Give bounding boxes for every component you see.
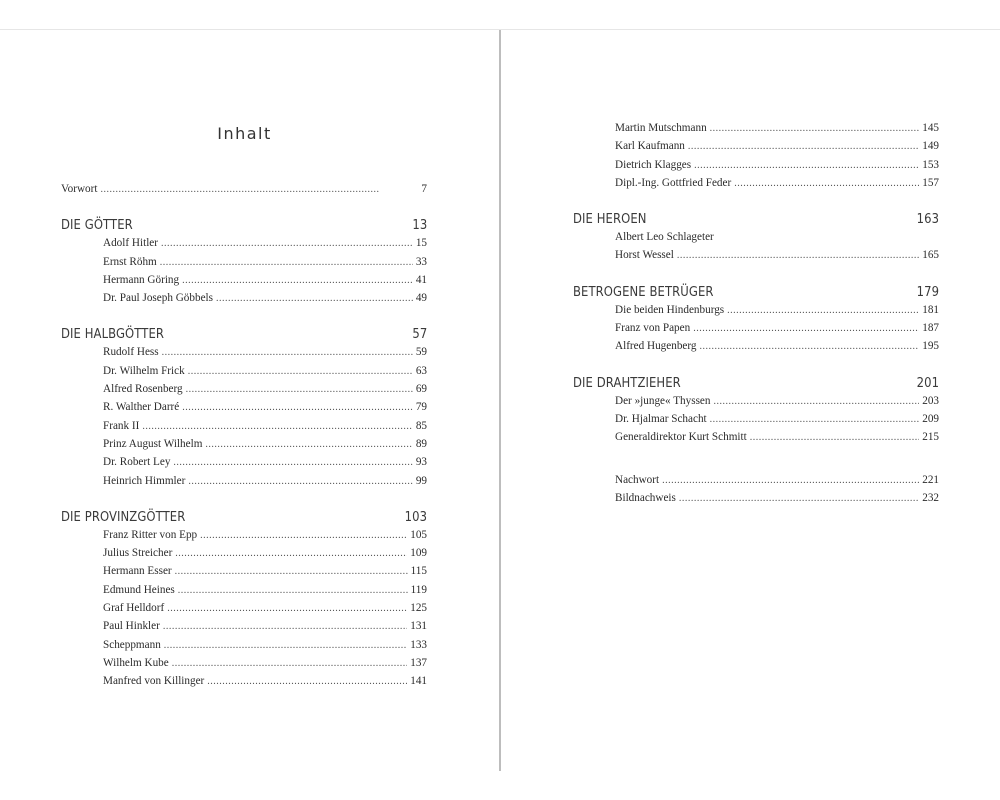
toc-entry[interactable] <box>61 292 427 310</box>
entry-label: Rudolf Hess <box>103 346 159 359</box>
entry-page: 232 <box>922 491 939 504</box>
entry-page: 115 <box>410 565 427 578</box>
leader-dots <box>142 421 412 432</box>
leader-dots <box>710 123 920 134</box>
leader-dots <box>688 141 919 152</box>
entry-page: 145 <box>922 122 939 134</box>
toc-entry[interactable] <box>61 274 427 292</box>
leader-dots <box>175 566 408 577</box>
toc-entry[interactable] <box>61 401 427 419</box>
entry-label: Franz von Papen <box>615 322 691 335</box>
toc-entry[interactable] <box>573 413 939 431</box>
entry-label: Hermann Göring <box>103 273 180 286</box>
entry-label: Edmund Heines <box>103 583 175 596</box>
leader-dots <box>677 250 919 261</box>
entry-label: Frank II <box>103 419 140 432</box>
entry-page: 85 <box>415 419 427 432</box>
section-title: DIE DRAHTZIEHER <box>573 374 681 391</box>
entry-label: Julius Streicher <box>103 547 173 560</box>
entry-page: 157 <box>922 176 939 189</box>
toc-entry[interactable] <box>573 304 939 322</box>
section-page: 179 <box>916 283 939 300</box>
section-spacer <box>573 450 939 474</box>
section-heading[interactable] <box>61 217 427 237</box>
leader-dots <box>710 414 920 425</box>
entry-label: Graf Helldorf <box>103 602 165 615</box>
leader-dots <box>188 366 413 377</box>
toc-entry-afterword[interactable] <box>573 474 939 492</box>
leader-dots <box>662 475 919 486</box>
leader-dots <box>161 238 413 249</box>
entry-page: 137 <box>410 656 427 669</box>
entry-page: 63 <box>415 364 427 377</box>
leader-dots <box>182 402 413 413</box>
leader-dots <box>172 658 407 669</box>
section-heading[interactable] <box>573 375 939 395</box>
entry-page: 125 <box>410 602 427 615</box>
leader-dots <box>679 493 919 504</box>
section-heading[interactable] <box>61 509 427 529</box>
entry-label: Manfred von Killinger <box>103 675 205 688</box>
leader-dots <box>182 275 413 286</box>
toc-entry[interactable] <box>61 639 427 657</box>
leader-dots <box>173 457 412 468</box>
section-page: 103 <box>404 508 427 525</box>
toc-entry[interactable] <box>573 159 939 177</box>
entry-label: Alfred Hugenberg <box>615 340 697 353</box>
entry-page: 93 <box>415 456 427 469</box>
toc-entry[interactable] <box>61 620 427 638</box>
leader-dots <box>164 640 407 651</box>
leader-dots <box>727 305 919 316</box>
entry-page: 33 <box>415 255 427 268</box>
entry-page: 15 <box>415 237 427 250</box>
leader-dots <box>162 347 413 358</box>
toc-entry[interactable] <box>61 657 427 675</box>
entry-page: 69 <box>415 383 427 396</box>
entry-page: 181 <box>922 303 939 316</box>
toc-heading: Inhalt <box>217 124 272 143</box>
toc-entry[interactable] <box>61 383 427 401</box>
entry-page: 119 <box>410 583 427 596</box>
entry-page: 195 <box>922 340 939 353</box>
toc-entry[interactable] <box>61 346 427 364</box>
toc-entry[interactable] <box>61 565 427 583</box>
leader-dots <box>734 178 919 189</box>
entry-page: 187 <box>922 322 939 335</box>
toc-entry[interactable] <box>61 438 427 456</box>
entry-label: Bildnachweis <box>615 491 676 504</box>
leader-dots <box>205 439 412 450</box>
toc-entry[interactable] <box>61 675 427 693</box>
entry-page: 133 <box>410 638 427 651</box>
entry-label: Prinz August Wilhelm <box>103 437 203 450</box>
toc-entry[interactable] <box>61 256 427 274</box>
leader-dots <box>163 621 407 632</box>
entry-label: Paul Hinkler <box>103 620 160 633</box>
leader-dots <box>160 257 413 268</box>
leader-dots <box>175 548 407 559</box>
entry-label: Die beiden Hindenburgs <box>615 303 725 316</box>
toc-entry[interactable] <box>573 395 939 413</box>
entry-page: 59 <box>415 346 427 359</box>
toc-entry[interactable] <box>61 237 427 255</box>
leader-dots <box>700 341 920 352</box>
entry-label: Alfred Rosenberg <box>103 383 183 396</box>
entry-label: R. Walther Darré <box>103 401 180 414</box>
toc-entry[interactable] <box>61 602 427 620</box>
section-title: BETROGENE BETRÜGER <box>573 283 714 300</box>
entry-label: Albert Leo Schlageter <box>615 231 714 244</box>
leader-dots <box>167 603 407 614</box>
toc-entry[interactable] <box>573 122 939 140</box>
entry-page: 165 <box>922 249 939 262</box>
toc-entry[interactable] <box>61 529 427 547</box>
section-heading[interactable] <box>573 284 939 304</box>
section-title: DIE HEROEN <box>573 211 647 228</box>
entry-page: 131 <box>410 620 427 633</box>
leader-dots <box>178 585 408 596</box>
entry-page: 7 <box>421 183 427 195</box>
entry-label: Dr. Hjalmar Schacht <box>615 412 707 425</box>
toc-entry-picture-credits[interactable] <box>573 492 939 510</box>
toc-entry[interactable] <box>573 177 939 195</box>
toc-entry[interactable] <box>61 456 427 474</box>
leader-dots <box>186 384 413 395</box>
toc-entry[interactable] <box>573 140 939 158</box>
entry-label: Dr. Wilhelm Frick <box>103 364 185 377</box>
entry-label: Dipl.-Ing. Gottfried Feder <box>615 176 732 189</box>
toc-left-column <box>61 183 427 694</box>
entry-label: Karl Kaufmann <box>615 140 685 153</box>
toc-entry-preface[interactable] <box>61 183 427 201</box>
entry-page: 153 <box>922 158 939 171</box>
leader-dots <box>750 432 919 443</box>
toc-entry[interactable] <box>573 231 939 249</box>
leader-dots <box>207 676 407 687</box>
leader-dots <box>200 530 407 541</box>
entry-page: 203 <box>922 394 939 407</box>
entry-label: Wilhelm Kube <box>103 656 169 669</box>
section-heading[interactable] <box>573 211 939 231</box>
toc-entry[interactable] <box>573 322 939 340</box>
toc-entry[interactable] <box>61 584 427 602</box>
section-heading[interactable] <box>61 326 427 346</box>
section-page: 163 <box>916 211 939 228</box>
toc-entry[interactable] <box>573 340 939 358</box>
entry-label: Hermann Esser <box>103 565 172 578</box>
leader-dots <box>100 184 418 195</box>
toc-entry[interactable] <box>573 249 939 267</box>
section-title: DIE GÖTTER <box>61 217 133 234</box>
leader-dots <box>216 293 413 304</box>
entry-label: Generaldirektor Kurt Schmitt <box>615 431 747 444</box>
entry-page: 79 <box>415 401 427 414</box>
entry-page: 49 <box>415 292 427 305</box>
entry-label: Dr. Paul Joseph Göbbels <box>103 292 214 305</box>
section-page: 57 <box>412 326 427 343</box>
entry-label: Franz Ritter von Epp <box>103 528 198 541</box>
entry-label: Der »junge« Thyssen <box>615 394 711 407</box>
entry-label: Martin Mutschmann <box>615 122 707 134</box>
entry-label: Dr. Robert Ley <box>103 456 171 469</box>
entry-label: Dietrich Klagges <box>615 158 692 171</box>
entry-page: 215 <box>922 431 939 444</box>
entry-label: Ernst Röhm <box>103 255 157 268</box>
entry-label: Horst Wessel <box>615 249 674 262</box>
entry-label: Adolf Hitler <box>103 237 158 250</box>
toc-entry[interactable] <box>61 475 427 493</box>
entry-page: 141 <box>410 675 427 688</box>
entry-page: 221 <box>922 473 939 486</box>
entry-page: 149 <box>922 140 939 153</box>
section-page: 13 <box>412 217 427 234</box>
book-gutter <box>499 30 501 771</box>
entry-label: Heinrich Himmler <box>103 474 186 487</box>
leader-dots <box>693 323 919 334</box>
leader-dots <box>188 476 412 487</box>
leader-dots <box>694 160 919 171</box>
entry-label: Nachwort <box>615 473 660 486</box>
viewer-top-bar <box>0 0 1000 30</box>
entry-page: 41 <box>415 273 427 286</box>
section-title: DIE HALBGÖTTER <box>61 326 165 343</box>
entry-label: Vorwort <box>61 183 98 195</box>
entry-page: 209 <box>922 412 939 425</box>
section-page: 201 <box>916 374 939 391</box>
toc-entry[interactable] <box>61 547 427 565</box>
toc-entry[interactable] <box>61 365 427 383</box>
entry-page: 105 <box>410 528 427 541</box>
entry-page: 89 <box>415 437 427 450</box>
entry-page: 109 <box>410 547 427 560</box>
toc-entry[interactable] <box>573 431 939 449</box>
entry-page: 99 <box>415 474 427 487</box>
section-title: DIE PROVINZGÖTTER <box>61 508 186 525</box>
toc-entry[interactable] <box>61 420 427 438</box>
entry-label: Scheppmann <box>103 638 161 651</box>
toc-right-column <box>573 122 939 510</box>
leader-dots <box>714 396 920 407</box>
